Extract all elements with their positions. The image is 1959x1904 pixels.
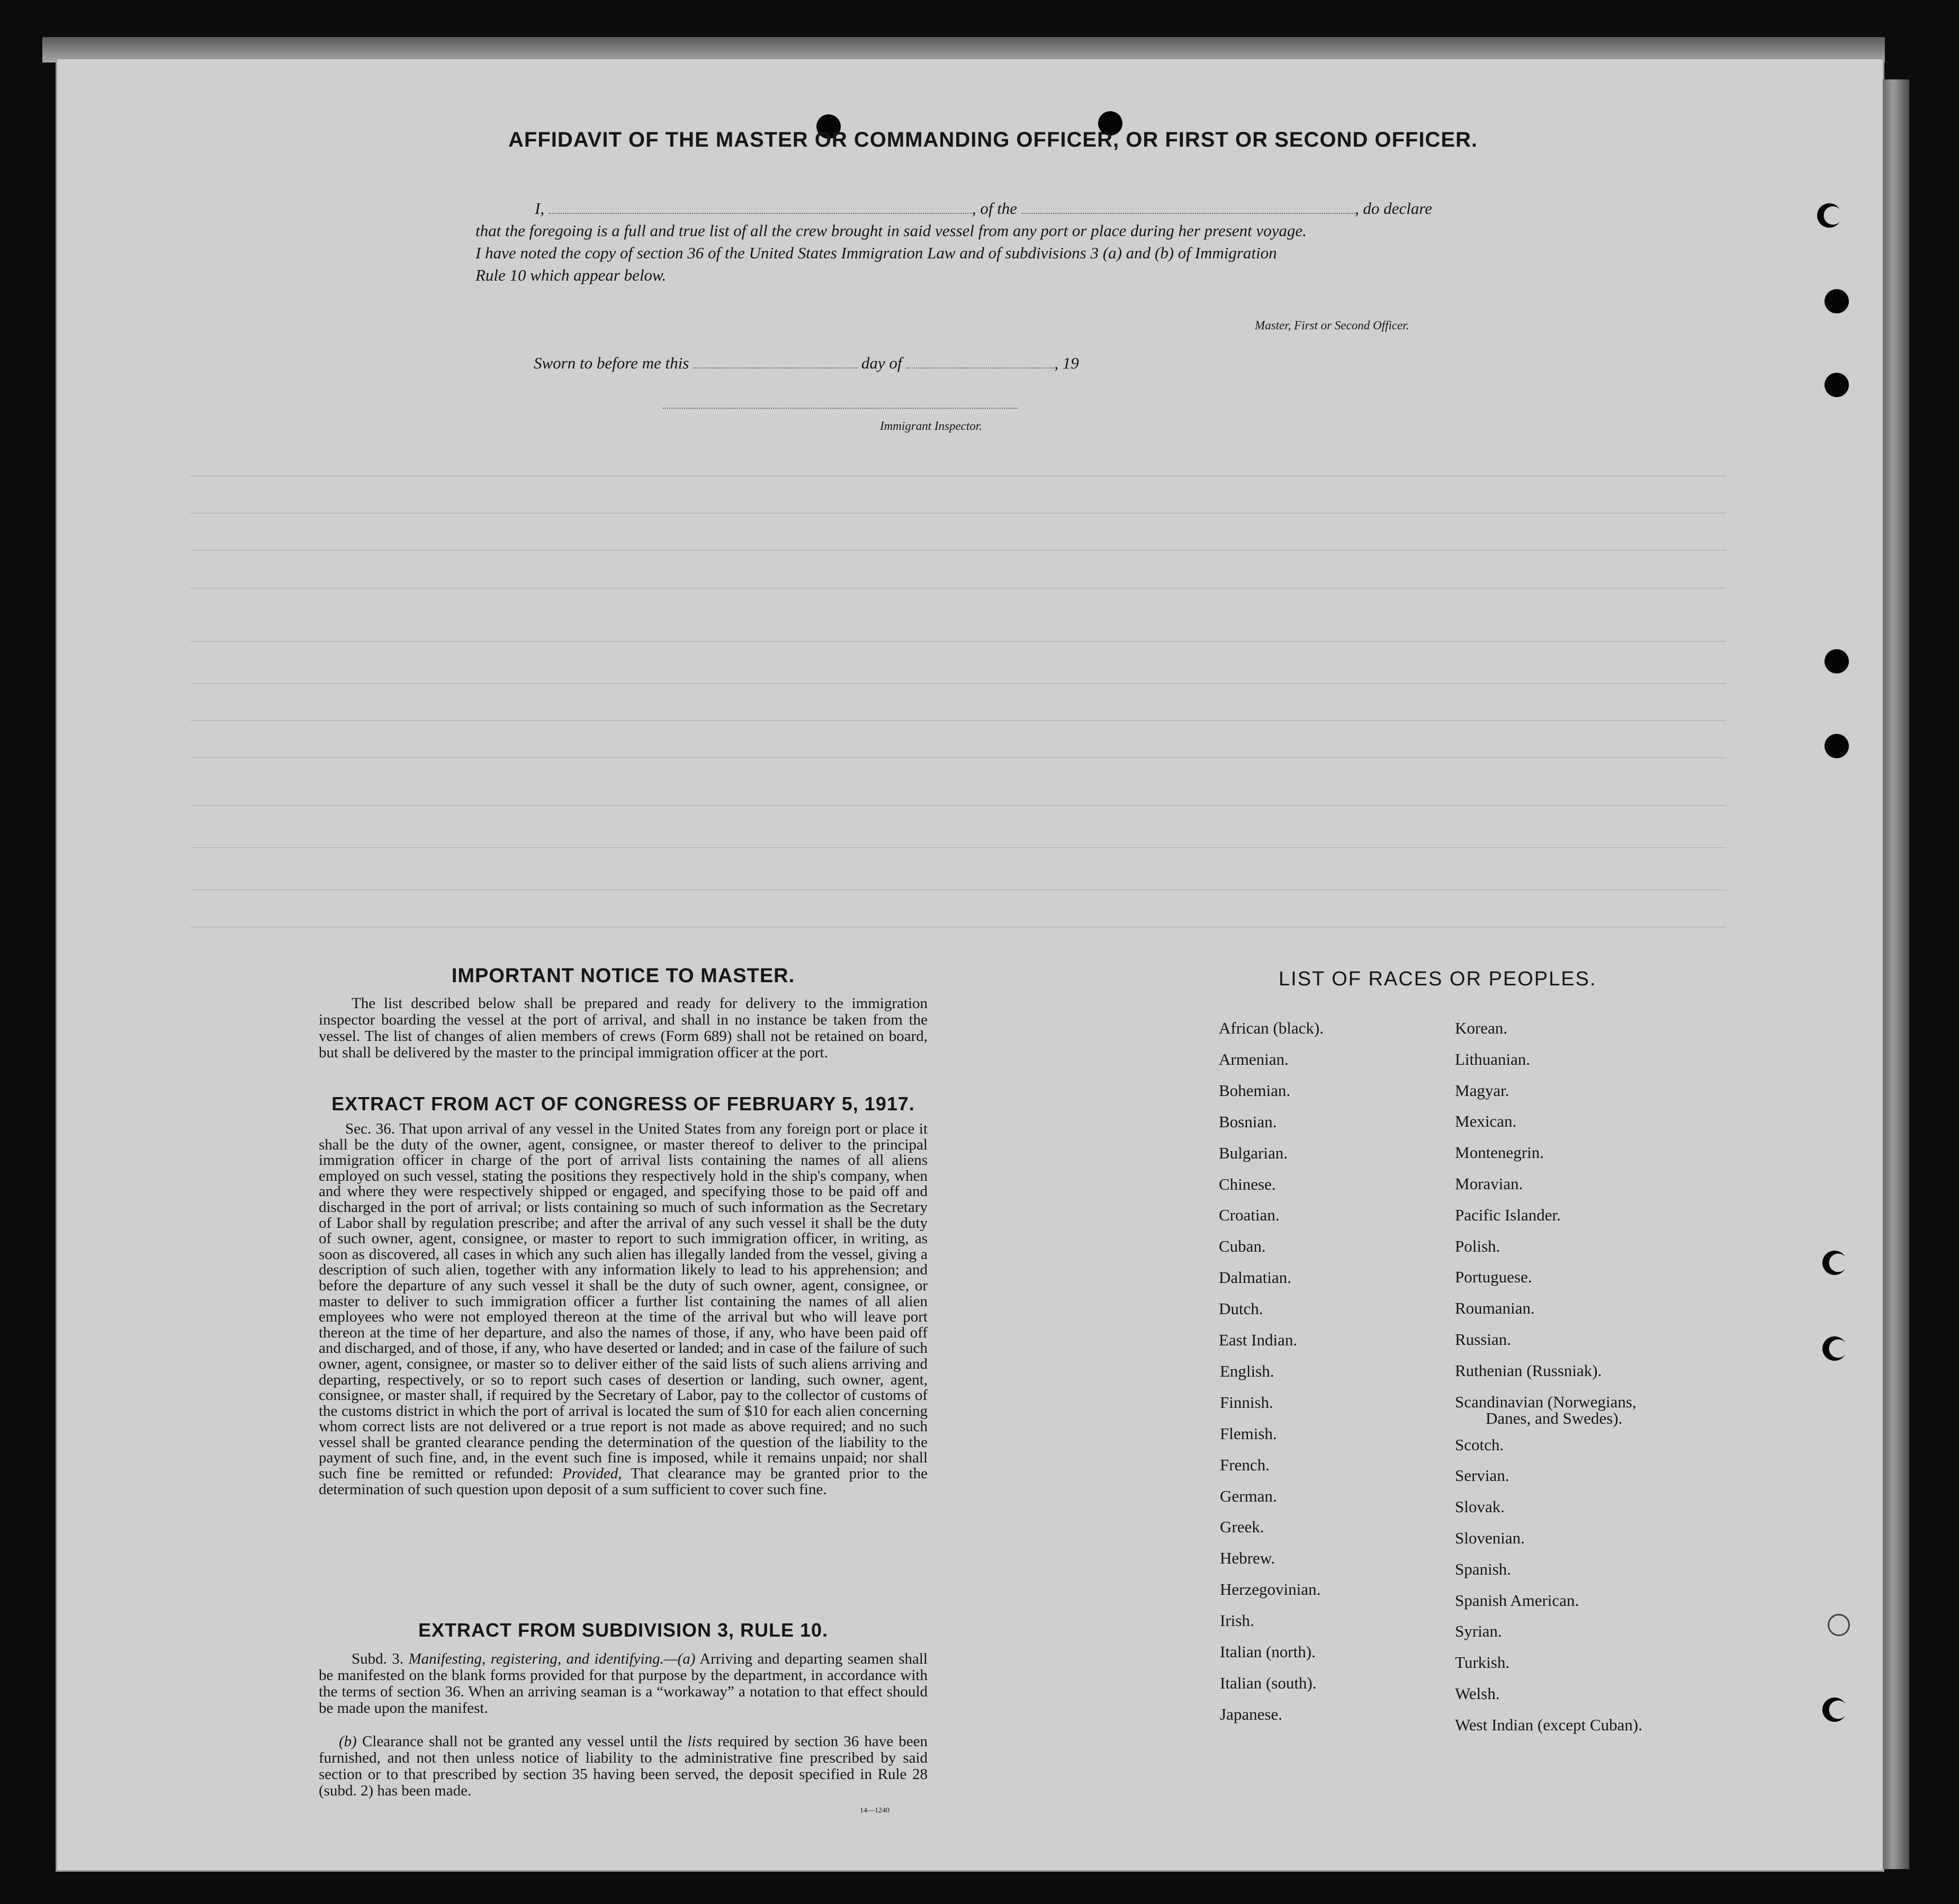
race-item: Irish. [1220,1611,1254,1630]
race-item: Armenian. [1219,1049,1289,1068]
race-item: Dalmatian. [1219,1268,1291,1287]
subd-heading: Manifesting, registering, and identifying.—(a) [408,1650,696,1667]
provided-word: Provided, [562,1465,622,1483]
lists-word: lists [687,1733,713,1750]
race-item: Flemish. [1220,1424,1277,1443]
race-item: Portuguese. [1455,1268,1532,1287]
form-number: 14—1240 [860,1807,889,1815]
inspector-label: Immigrant Inspector. [880,419,982,433]
race-item: French. [1220,1455,1270,1474]
race-item: Ruthenian (Russniak). [1455,1361,1602,1380]
race-item: Italian (south). [1220,1673,1317,1692]
race-item: English. [1220,1361,1274,1380]
race-item: Roumanian. [1455,1299,1535,1318]
race-item: Polish. [1455,1236,1500,1255]
affidavit-line-3: I have noted the copy of section 36 of the United States Immigration Law and of subdivisions 3 (a) and (b) of Immigration [475,244,1277,262]
race-item: Finnish. [1220,1393,1273,1412]
race-item: Korean. [1455,1019,1507,1037]
race-item: Lithuanian. [1455,1049,1531,1068]
affidavit-line-1 [535,199,1488,218]
punch-hole [1822,1336,1847,1361]
notice-text: The list described below shall be prepared and ready for delivery to the immigration inspector boarding the vessel at the port of arrival, and shall in no instance be taken from the vessel. The list of changes of alien members of crews (Form 689) shall not be retained on board, but shall be delivered by the master to the principal immigration officer at the port. [319,995,928,1061]
race-item: Welsh. [1455,1684,1500,1703]
punch-hole [1822,1698,1847,1722]
race-item: Herzegovinian. [1220,1580,1321,1599]
affidavit-line-2: that the foregoing is a full and true list of all the crew brought in said vessel from any port or place during her present voyage. [475,221,1307,240]
race-item: Chinese. [1219,1174,1276,1193]
subd-text-a: Arriving and departing seamen shall be manifested on the blank forms provided for that purpose by the department, in accordance with the terms of section 36. When an arriving seaman is a “workaway” a notation to that effect should be made upon the manifest. [319,1650,928,1717]
section-body: That upon arrival of any vessel in the United States from any foreign port or place it shall be the duty of the owner, agent, consignee, or master thereof to deliver to the principal immigration officer in charge of the port of arrival lists containing the names of all aliens employed on such vessel, stating the positions they respectively hold in the ship's company, when and where they were respectively shipped or engaged, and specifying those to be paid off and discharged in the port of arrival; or lists containing so much of such information as the Secretary of Labor shall by regulation prescribe; and after the arrival of any such vessel it shall be the duty of such owner, agent, consignee, or master to report to such immigration officer, in writing, as soon as discovered, all cases in which any such alien has illegally landed from the vessel, giving a description of such alien, together with any information likely to lead to his apprehension; and before the departure of any such vessel it shall be the duty of such owner, agent, consignee, or master to deliver to such immigration officer a further list containing the names of all alien employees who were not employed thereon at the time of the arrival but who will leave port thereon at the time of her departure, and also the names of those, if any, who have been paid off and discharged, and of those, if any, who have deserted or landed; and in case of the failure of such owner, agent, consignee, or master so to deliver either of the said lists of such aliens arriving and departing, respectively, or so to report such cases of desertion or landing, such owner, agent, consignee, or master shall, if required by the Secretary of Labor, pay to the collector of customs of the customs district in which the port of arrival is located the sum of $10 for each alien concerning whom correct lists are not delivered or a true report is not made as above required; and no such vessel shall be granted clearance pending the determination of the question of the liability to the payment of such fine, and, in the event such fine is imposed, while it remains unpaid; nor shall such fine be remitted or refunded: [319,1120,928,1483]
day-of-label: day of [861,354,902,372]
race-item: Croatian. [1219,1206,1280,1225]
subd-text-b1: Clearance shall not be granted any vessel until the [362,1733,682,1750]
race-item: Syrian. [1455,1622,1502,1641]
race-item: Servian. [1455,1466,1509,1485]
punch-hole [1825,373,1849,397]
punch-hole [1828,1614,1850,1636]
race-item: Slovenian. [1455,1529,1525,1547]
race-item: West Indian (except Cuban). [1455,1715,1642,1734]
extract-act-title: EXTRACT FROM ACT OF CONGRESS OF FEBRUARY 5, 1917. [331,1093,915,1115]
race-item: Scotch. [1455,1435,1504,1454]
section-label: Sec. 36. [345,1120,395,1137]
race-item: Danes, and Swedes). [1486,1408,1623,1427]
races-title: LIST OF RACES OR PEOPLES. [1279,968,1597,990]
race-item: Turkish. [1455,1653,1510,1672]
year-label: , 19 [1054,354,1079,372]
race-item: Dutch. [1219,1299,1263,1318]
subd-label: Subd. 3. [352,1650,404,1667]
punch-hole [1817,203,1841,228]
affidavit-of-the: , of the [972,199,1018,218]
race-item: Japanese. [1220,1704,1282,1723]
punch-hole [1825,649,1849,673]
race-item: Slovak. [1455,1497,1505,1516]
subd-text-b2: required by section 36 have been furnished, and not then unless notice of liability to the administrative fine prescribed by said section or to that prescribed by section 35 having been served, the deposit specified in Rule 28 (subd. 2) has been made. [319,1733,928,1799]
sworn-prefix: Sworn to before me this [534,354,689,372]
race-item: Bohemian. [1219,1081,1291,1100]
race-item: Magyar. [1455,1081,1509,1100]
extract-rule-title: EXTRACT FROM SUBDIVISION 3, RULE 10. [418,1619,829,1641]
race-item: Pacific Islander. [1455,1205,1561,1224]
race-item: Cuban. [1219,1237,1266,1256]
race-item: Italian (north). [1220,1642,1316,1661]
punch-hole [1825,734,1849,758]
extract-rule-text-b [319,1734,928,1799]
name-blank [549,213,972,214]
vessel-blank [1021,213,1355,214]
race-item: Russian. [1455,1330,1511,1349]
race-item: Greek. [1220,1517,1264,1537]
affidavit-i: I, [535,199,545,218]
affidavit-title: AFFIDAVIT OF THE MASTER OR COMMANDING OFFICER, OR FIRST OR SECOND OFFICER. [508,128,1478,151]
notice-title: IMPORTANT NOTICE TO MASTER. [451,965,795,987]
race-item: Scandinavian (Norwegians, [1455,1392,1637,1411]
section-body-end: That clearance may be granted prior to the determination of such question upon deposit of a sum sufficient to cover such fine. [319,1465,928,1498]
race-item: Spanish American. [1455,1591,1579,1610]
race-item: African (black). [1219,1019,1324,1037]
subd-b-label: (b) [339,1733,357,1750]
inspector-line [663,408,1018,409]
sworn-line [534,354,1169,373]
day-blank [693,367,857,369]
race-item: East Indian. [1219,1331,1298,1349]
punch-hole [1822,1251,1847,1275]
race-item: Bosnian. [1219,1112,1277,1131]
affidavit-do-declare: , do declare [1354,199,1432,218]
race-item: German. [1220,1486,1277,1505]
race-item: Spanish. [1455,1559,1511,1578]
race-item: Mexican. [1455,1112,1517,1131]
sheet-right-edge [1883,79,1909,1869]
extract-rule-text-a [319,1651,928,1717]
race-item: Moravian. [1455,1174,1523,1193]
sheet-top-edge [42,37,1885,62]
signature-label: Master, First or Second Officer. [1255,319,1409,332]
extract-act-text [319,1121,928,1497]
affidavit-line-4: Rule 10 which appear below. [475,266,667,284]
month-blank [906,367,1054,369]
race-item: Bulgarian. [1219,1143,1288,1162]
race-item: Montenegrin. [1455,1143,1544,1162]
race-item: Hebrew. [1220,1549,1275,1568]
punch-hole [1825,289,1849,313]
